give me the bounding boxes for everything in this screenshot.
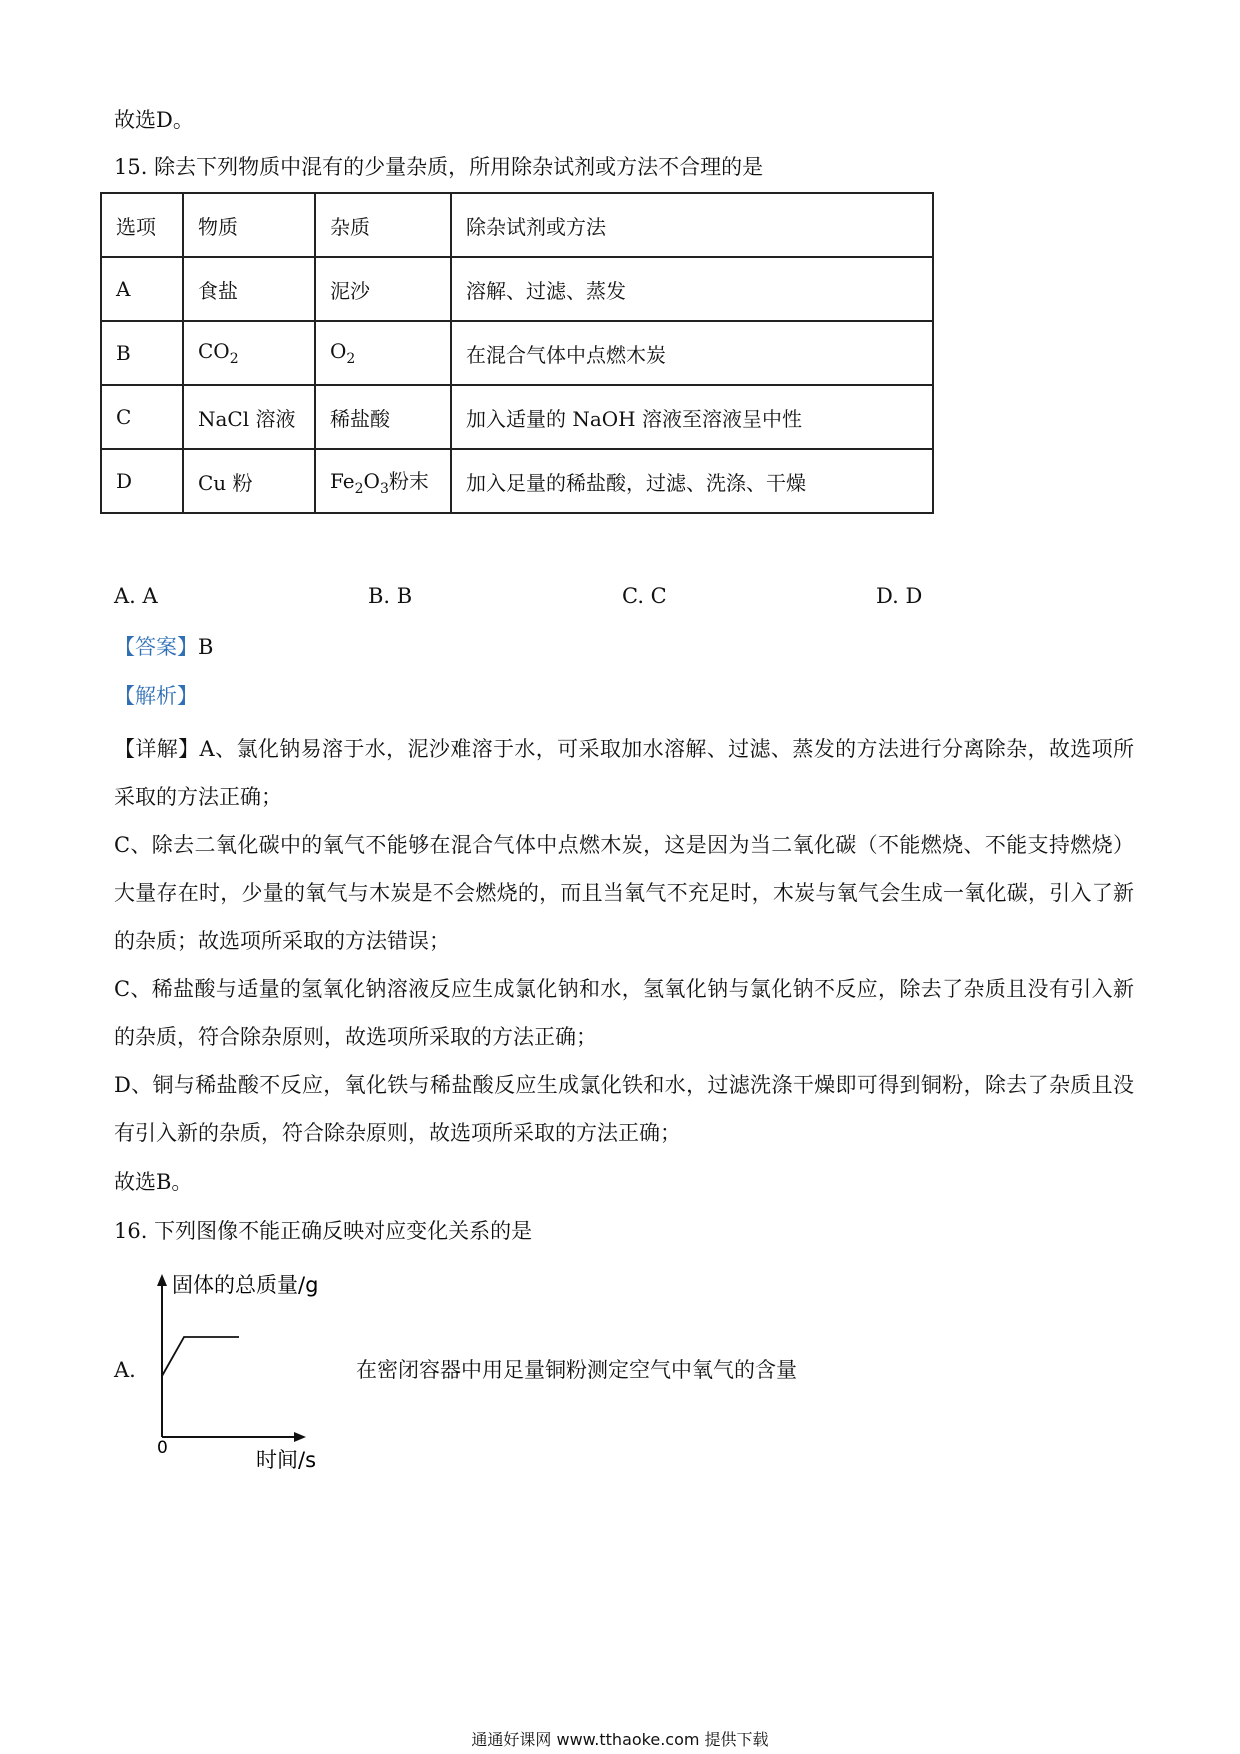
detail-tag: 【详解】 — [114, 737, 200, 761]
row-impurity: 稀盐酸 — [315, 385, 451, 449]
row-impurity: $Fe_2O_3$粉末 — [315, 449, 451, 513]
question-15-stem: 15. 除去下列物质中混有的少量杂质，所用除杂试剂或方法不合理的是 — [114, 155, 764, 179]
prev-conclusion: 故选D。 — [114, 108, 194, 132]
row-option: A — [101, 257, 183, 321]
series-line — [162, 1337, 239, 1376]
row-impurity: $O_2$ — [315, 321, 451, 385]
row-substance: NaCl 溶液 — [183, 385, 315, 449]
row-substance: Cu 粉 — [183, 449, 315, 513]
detail-paragraph-2: C、除去二氧化碳中的氧气不能够在混合气体中点燃木炭，这是因为当二氧化碳（不能燃烧、不能支持燃烧）大量存在时，少量的氧气与木炭是不会燃烧的，而且当氧气不充足时，木炭与氧气会生成一氧化碳，引入了新的杂质；故选项所采取的方法错误； — [114, 833, 1134, 953]
question-15-table — [100, 192, 934, 514]
row-substance: $CO_2$ — [183, 321, 315, 385]
table-row — [101, 257, 933, 321]
footer: 通通好课网 www.tthaoke.com 提供下载 — [471, 1730, 769, 1749]
answer-value: B — [198, 635, 214, 659]
row-option: B — [101, 321, 183, 385]
answer-line — [114, 632, 213, 662]
row-substance: 食盐 — [183, 257, 315, 321]
row-method: 溶解、过滤、蒸发 — [451, 257, 933, 321]
table-header-row — [101, 193, 933, 257]
option-b: B. B — [368, 584, 413, 608]
option-c: C. C — [622, 584, 667, 608]
row-method: 加入足量的稀盐酸，过滤、洗涤、干燥 — [451, 449, 933, 513]
detail-paragraph-3: C、稀盐酸与适量的氢氧化钠溶液反应生成氯化钠和水，氢氧化钠与氯化钠不反应，除去了杂质且没有引入新的杂质，符合除杂原则，故选项所采取的方法正确； — [114, 977, 1134, 1049]
x-axis-label: 时间/s — [256, 1448, 317, 1472]
header-impurity: 杂质 — [315, 193, 451, 257]
detail-paragraph-4: D、铜与稀盐酸不反应，氧化铁与稀盐酸反应生成氯化铁和水，过滤洗涤干燥即可得到铜粉，除去了杂质且没有引入新的杂质，符合除杂原则，故选项所采取的方法正确； — [114, 1073, 1134, 1145]
origin-label: 0 — [157, 1438, 168, 1458]
option-a-text: 在密闭容器中用足量铜粉测定空气中氧气的含量 — [356, 1358, 797, 1382]
row-option: C — [101, 385, 183, 449]
option-d: D. D — [876, 584, 923, 608]
header-method: 除杂试剂或方法 — [451, 193, 933, 257]
option-a-label: A. — [114, 1358, 136, 1382]
analysis-tag: 【解析】 — [114, 684, 198, 708]
row-option: D — [101, 449, 183, 513]
header-option: 选项 — [101, 193, 183, 257]
y-axis-label: 固体的总质量/g — [172, 1273, 319, 1297]
conclusion: 故选B。 — [114, 1170, 193, 1194]
option-a: A. A — [114, 584, 158, 608]
row-impurity: 泥沙 — [315, 257, 451, 321]
x-axis-arrow — [294, 1432, 306, 1442]
table-row — [101, 385, 933, 449]
table-row — [101, 449, 933, 513]
question-16-stem: 16. 下列图像不能正确反映对应变化关系的是 — [114, 1219, 533, 1243]
row-method: 在混合气体中点燃木炭 — [451, 321, 933, 385]
question-15-options — [114, 584, 1014, 614]
y-axis-arrow — [157, 1274, 167, 1286]
header-substance: 物质 — [183, 193, 315, 257]
table-row — [101, 321, 933, 385]
mass-time-graph — [148, 1270, 348, 1472]
answer-tag: 【答案】 — [114, 635, 198, 659]
row-method: 加入适量的 NaOH 溶液至溶液呈中性 — [451, 385, 933, 449]
detail-paragraph-1: 【详解】A、氯化钠易溶于水，泥沙难溶于水，可采取加水溶解、过滤、蒸发的方法进行分离除杂，故选项所采取的方法正确； — [114, 737, 1135, 809]
